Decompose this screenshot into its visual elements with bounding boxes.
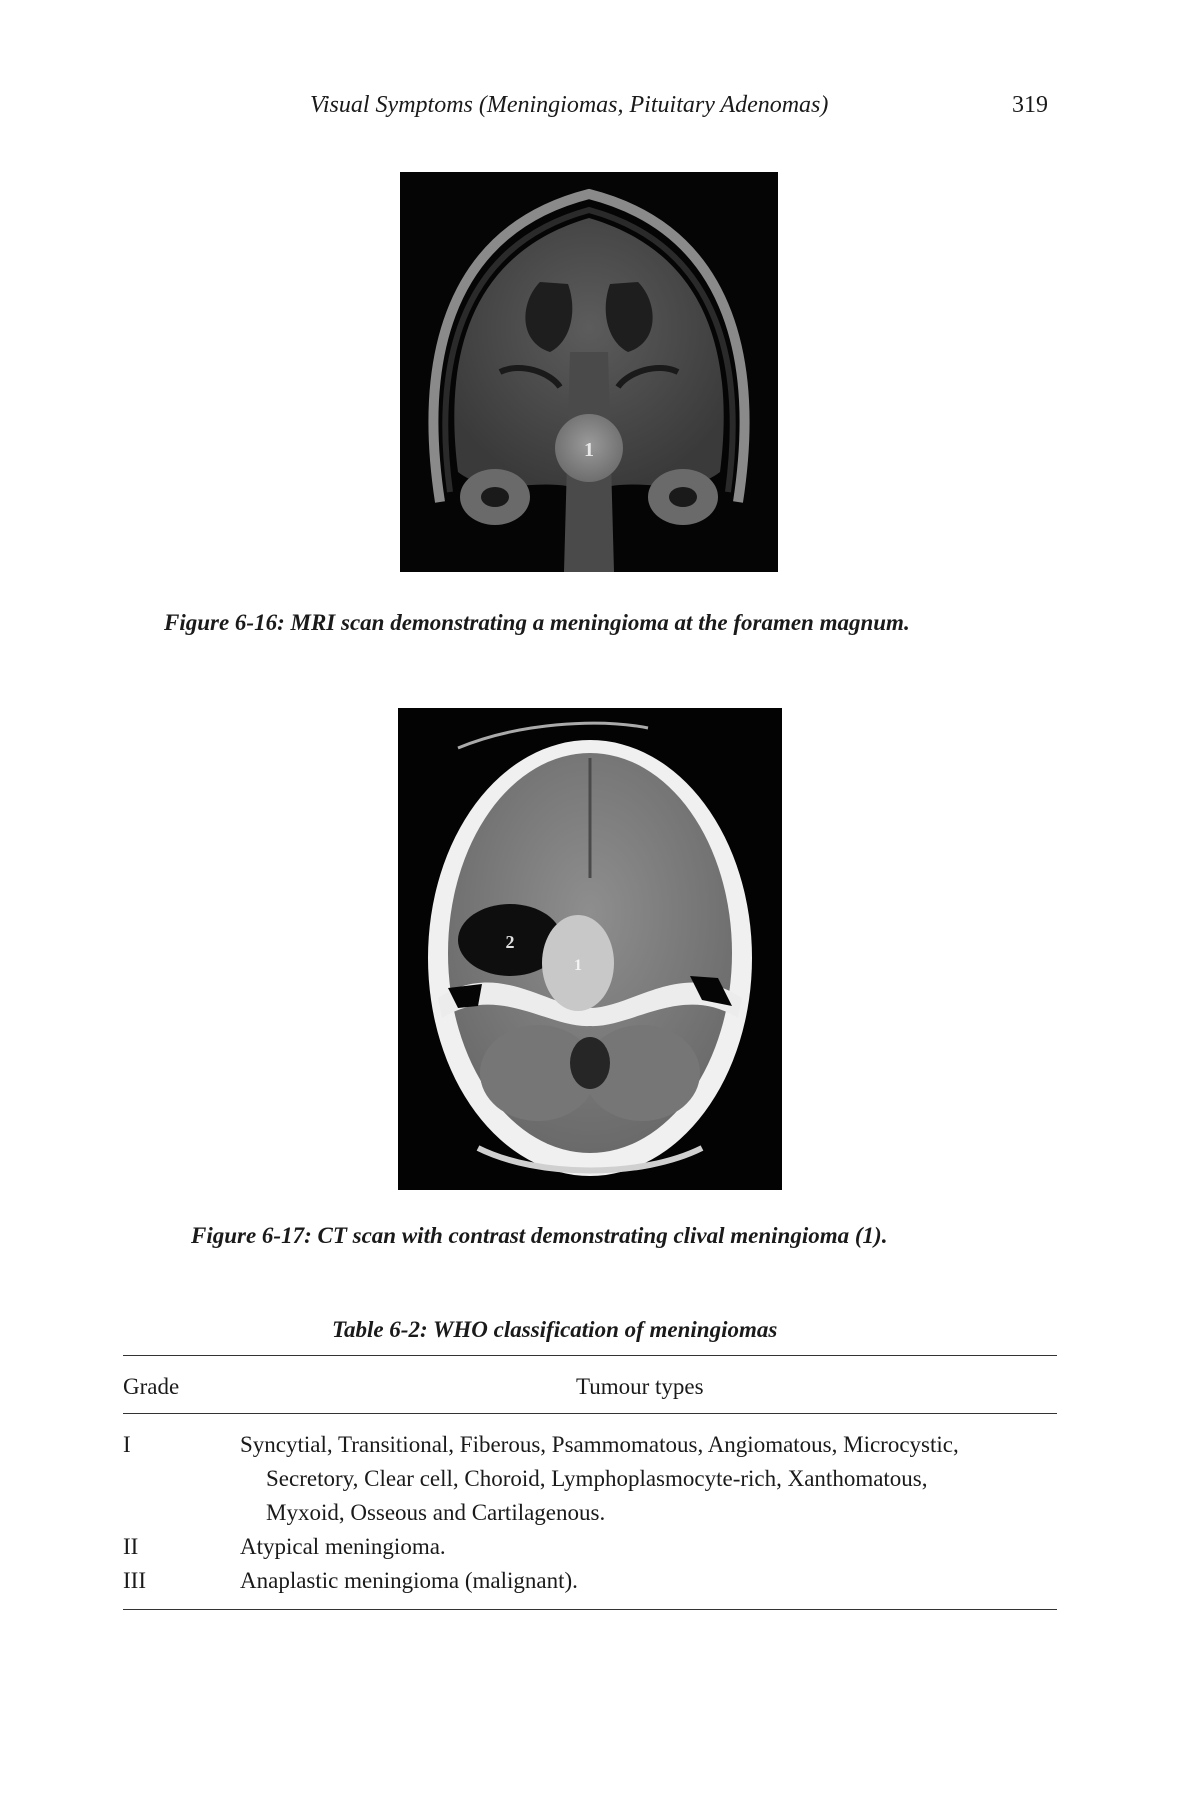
- ct-label-1: 1: [574, 957, 582, 974]
- table-top-rule: [123, 1355, 1057, 1356]
- running-header: Visual Symptoms (Meningiomas, Pituitary Adenomas): [310, 92, 829, 118]
- table-cell-types: Secretory, Clear cell, Choroid, Lymphoplasmocyte-rich, Xanthomatous,: [266, 1466, 928, 1491]
- table-bottom-rule: [123, 1609, 1057, 1610]
- table-cell-grade: I: [123, 1432, 131, 1457]
- figure-6-17-caption: Figure 6-17: CT scan with contrast demonstrating clival meningioma (1).: [191, 1223, 888, 1248]
- ct-scan-image: [398, 708, 782, 1190]
- figure-6-16-caption: Figure 6-16: MRI scan demonstrating a meningioma at the foramen magnum.: [164, 610, 910, 635]
- mri-tumor-label: 1: [584, 439, 594, 461]
- table-cell-types: Anaplastic meningioma (malignant).: [240, 1568, 578, 1593]
- table-header-rule: [123, 1413, 1057, 1414]
- table-cell-grade: II: [123, 1534, 139, 1559]
- table-cell-grade: III: [123, 1568, 146, 1593]
- page-number: 319: [1012, 92, 1048, 118]
- table-header-grade: Grade: [123, 1374, 180, 1399]
- table-cell-types: Syncytial, Transitional, Fiberous, Psammomatous, Angiomatous, Microcystic,: [240, 1432, 959, 1457]
- table-cell-types: Myxoid, Osseous and Cartilagenous.: [266, 1500, 606, 1525]
- ct-label-2: 2: [505, 932, 515, 952]
- mri-scan-image: [400, 172, 778, 572]
- table-caption: Table 6-2: WHO classification of meningiomas: [332, 1317, 778, 1342]
- table-cell-types: Atypical meningioma.: [240, 1534, 446, 1559]
- table-header-tumour-types: Tumour types: [576, 1374, 704, 1399]
